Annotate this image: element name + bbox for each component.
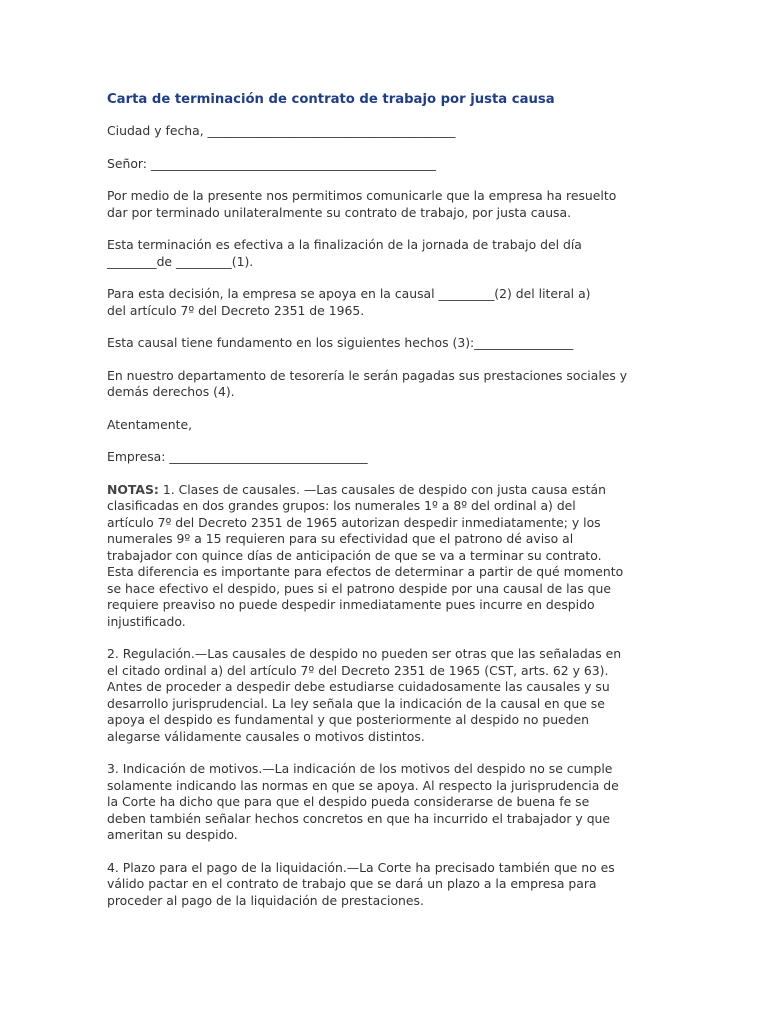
note-line: 2. Regulación.—Las causales de despido no pueden ser otras que las señaladas en xyxy=(107,646,622,661)
paragraph-facts xyxy=(107,335,663,352)
note-4 xyxy=(107,860,663,910)
note-line: deben también señalar hechos concretos en que ha incurrido el trabajador y que xyxy=(107,810,611,826)
note-line: Antes de proceder a despedir debe estudiarse cuidadosamente las causales y su xyxy=(107,679,610,694)
paragraph-effective-date xyxy=(107,237,663,270)
note-line: clasificadas en dos grandes grupos: los numerales 1º a 8º del ordinal a) del xyxy=(107,498,576,513)
paragraph-line: Esta causal tiene fundamento en los siguientes hechos (3):________________ xyxy=(107,335,574,350)
paragraph-line: Por medio de la presente nos permitimos comunicarle que la empresa ha resuelto xyxy=(107,188,617,203)
note-first-text: 1. Clases de causales. —Las causales de despido con justa causa están xyxy=(158,481,606,497)
note-line: 4. Plazo para el pago de la liquidación.—La Corte ha precisado también que no es xyxy=(107,859,615,875)
note-line: trabajador con quince días de anticipación de que se va a terminar su contrato. xyxy=(107,547,602,563)
city-date-text: Ciudad y fecha, ________________________________________ xyxy=(107,123,456,138)
notes-label: NOTAS: xyxy=(107,481,159,497)
document-title: Carta de terminación de contrato de trabajo por justa causa xyxy=(107,92,555,107)
paragraph-intro xyxy=(107,188,663,221)
note-line: injustificado. xyxy=(107,613,186,629)
city-date-line xyxy=(107,123,663,140)
recipient-text: Señor: ______________________________________________ xyxy=(107,155,436,171)
closing-line xyxy=(107,417,663,434)
note-line: desarrollo jurisprudencial. La ley señala que la indicación de la causal en que se xyxy=(107,695,605,711)
company-text: Empresa: ________________________________ xyxy=(107,449,368,464)
note-line: apoya el despido es fundamental y que posteriormente al despido no pueden xyxy=(107,712,590,727)
note-line: válido pactar en el contrato de trabajo que se dará un plazo a la empresa para xyxy=(107,876,597,891)
note-first-line xyxy=(107,482,663,499)
paragraph-line: ________de _________(1). xyxy=(107,253,254,269)
paragraph-line: demás derechos (4). xyxy=(107,384,235,399)
note-line: numerales 9º a 15 requieren para su efectividad que el patrono dé aviso al xyxy=(107,531,574,546)
note-line: artículo 7º del Decreto 2351 de 1965 autorizan despedir inmediatamente; y los xyxy=(107,514,601,530)
note-line: la Corte ha dicho que para que el despido pueda considerarse de buena fe se xyxy=(107,794,590,809)
note-line: proceder al pago de la liquidación de prestaciones. xyxy=(107,892,424,908)
note-line: Esta diferencia es importante para efectos de determinar a partir de qué momento xyxy=(107,564,624,579)
paragraph-legal-basis xyxy=(107,286,663,319)
paragraph-payment xyxy=(107,368,663,401)
closing-text: Atentamente, xyxy=(107,416,193,432)
note-line: 3. Indicación de motivos.—La indicación de los motivos del despido no se cumple xyxy=(107,761,613,776)
paragraph-line: En nuestro departamento de tesorería le serán pagadas sus prestaciones sociales y xyxy=(107,367,628,383)
paragraph-line: dar por terminado unilateralmente su contrato de trabajo, por justa causa. xyxy=(107,204,572,220)
note-line: solamente indicando las normas en que se apoya. Al respecto la jurisprudencia de xyxy=(107,777,619,793)
note-line: alegarse válidamente causales o motivos distintos. xyxy=(107,728,425,744)
document-page xyxy=(107,91,663,925)
recipient-line xyxy=(107,156,663,173)
note-line: se hace efectivo el despido, pues si el patrono despide por una causal de las que xyxy=(107,580,611,596)
note-line: ameritan su despido. xyxy=(107,827,238,842)
note-1 xyxy=(107,482,663,631)
paragraph-line: Para esta decisión, la empresa se apoya en la causal _________(2) del literal a) xyxy=(107,286,591,301)
note-line: requiere preaviso no puede despedir inmediatamente pues incurre en despido xyxy=(107,597,595,612)
paragraph-line: Esta terminación es efectiva a la finalización de la jornada de trabajo del día xyxy=(107,237,582,252)
note-3 xyxy=(107,761,663,844)
note-2 xyxy=(107,646,663,745)
company-line xyxy=(107,449,663,466)
paragraph-line: del artículo 7º del Decreto 2351 de 1965. xyxy=(107,302,365,318)
note-line: el citado ordinal a) del artículo 7º del Decreto 2351 de 1965 (CST, arts. 62 y 63). xyxy=(107,662,609,678)
